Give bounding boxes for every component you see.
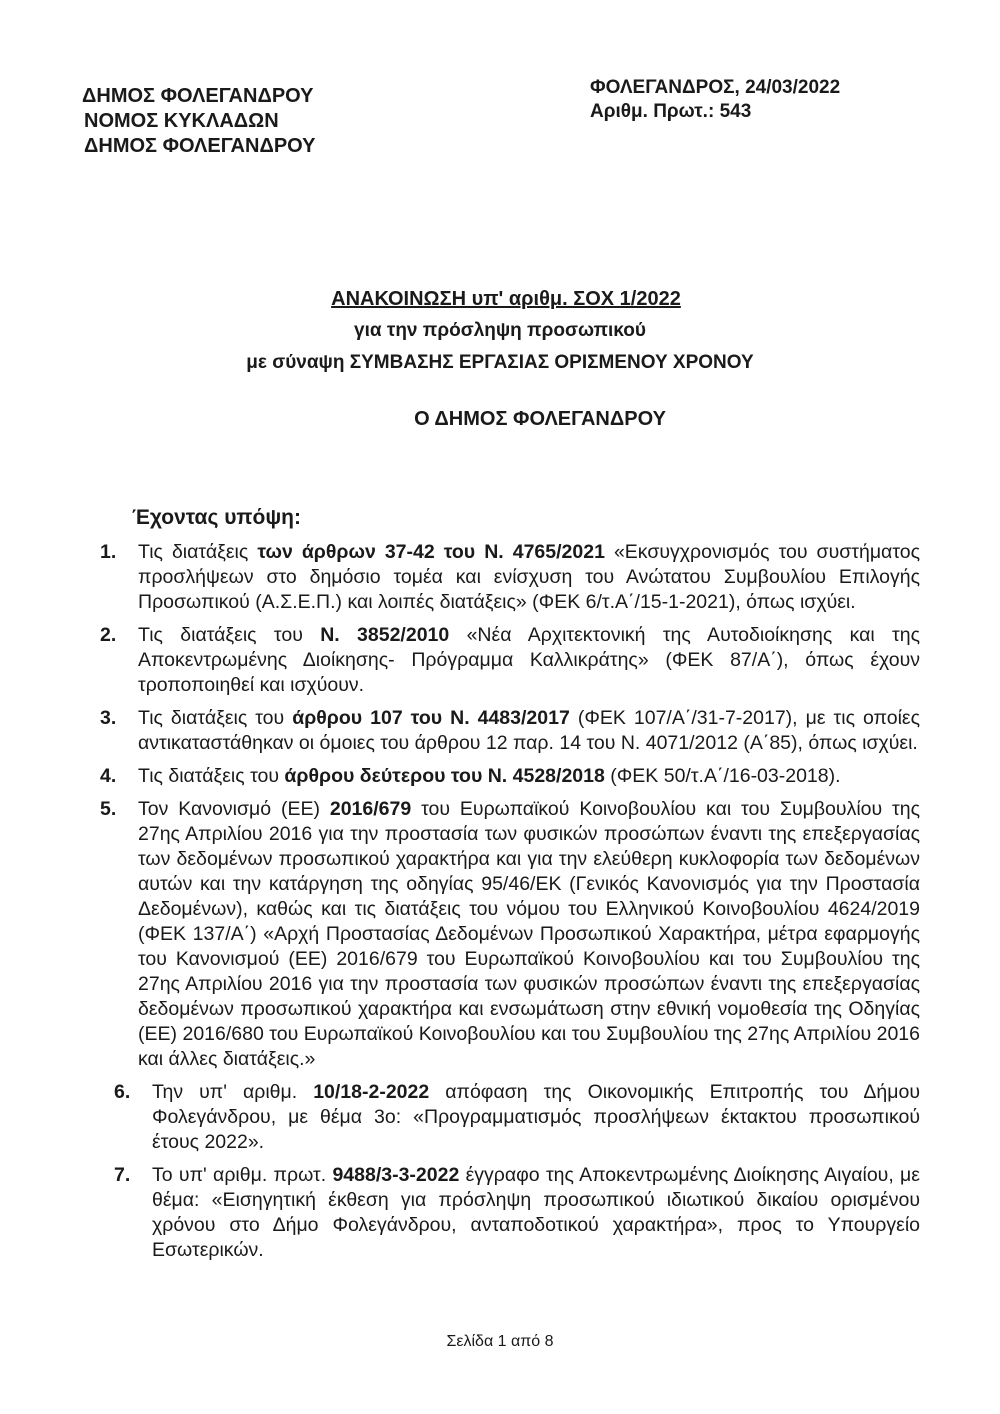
item-text: Τις διατάξεις του <box>138 707 293 729</box>
item-reference: 2016/679 <box>329 798 412 820</box>
list-item <box>100 706 920 756</box>
item-number: 4. <box>100 765 117 787</box>
item-reference: Ν. 3852/2010 <box>320 624 450 646</box>
item-text: (ΦΕΚ 50/τ.Α΄/16-03-2018). <box>604 765 841 787</box>
item-number: 1. <box>100 541 117 563</box>
item-reference: 9488/3-3-2022 <box>332 1164 460 1186</box>
date-protocol-block <box>590 76 840 124</box>
item-number: 6. <box>114 1081 131 1103</box>
item-text: έγγραφο της Αποκεντρωμένης Διοίκησης Αιγαίου, με θέμα: «Εισηγητική έκθεση για πρόσληψη προσωπικού ιδιωτικού δικαίου ορισμένου χρόνου στο Δήμο Φολεγάνδρου, ανταποδοτικού χαρακτήρα», προς το Υπουργείο Εσωτερικών. <box>152 1164 920 1261</box>
item-text: «Νέα Αρχιτεκτονική της Αυτοδιοίκησης και της Αποκεντρωμένης Διοίκησης- Πρόγραμμα Καλλικράτης» (ΦΕΚ 87/Α΄), όπως έχουν τροποποιηθεί και ισχύουν. <box>138 624 920 696</box>
item-text: Τις διατάξεις του <box>138 624 321 646</box>
item-number: 7. <box>114 1164 131 1186</box>
list-item <box>100 1080 920 1155</box>
item-reference: άρθρου 107 του Ν. 4483/2017 <box>292 707 570 729</box>
considerations-list <box>100 540 920 1271</box>
protocol-number: Αριθμ. Πρωτ.: 543 <box>590 101 752 122</box>
intro-heading: Έχοντας υπόψη: <box>132 506 301 529</box>
item-text: Το υπ' αριθμ. πρωτ. <box>152 1164 333 1186</box>
list-item <box>100 540 920 615</box>
item-text: «Εκσυγχρονισμός του συστήματος προσλήψεων στο δημόσιο τομέα και ενίσχυση του Ανώτατου Συμβουλίου Επιλογής Προσωπικού (Α.Σ.Ε.Π.) και λοιπές διατάξεις» (ΦΕΚ 6/τ.Α΄/15-1-2021), όπως ισχύει. <box>138 541 921 613</box>
list-item <box>100 764 920 789</box>
item-text: απόφαση της Οικονομικής Επιτροπής του Δήμου Φολεγάνδρου, με θέμα 3ο: «Προγραμματισμός προσλήψεων έκτακτου προσωπικού έτους 2022». <box>152 1081 920 1153</box>
item-reference: άρθρου δεύτερου του Ν. 4528/2018 <box>284 765 605 787</box>
item-text: (ΦΕΚ 107/Α΄/31-7-2017), με τις οποίες αντικαταστάθηκαν οι όμοιες του άρθρου 12 παρ. 14 του Ν. 4071/2012 (Α΄85), όπως ισχύει. <box>138 707 920 754</box>
item-number: 3. <box>100 707 117 729</box>
item-text: Τον Κανονισμό (ΕΕ) <box>138 798 330 820</box>
page-number: Σελίδα 1 από 8 <box>446 1333 554 1350</box>
announcement-subtitle: για την πρόσληψη προσωπικού <box>354 320 646 341</box>
announcement-subtitle: με σύναψη ΣΥΜΒΑΣΗΣ ΕΡΓΑΣΙΑΣ ΟΡΙΣΜΕΝΟΥ ΧΡΟΝΟΥ <box>246 352 754 373</box>
issuer-block <box>82 84 316 159</box>
item-text: Την υπ' αριθμ. <box>152 1081 314 1103</box>
issuer-line: ΝΟΜΟΣ ΚΥΚΛΑΔΩΝ <box>84 110 279 132</box>
item-text: του Ευρωπαϊκού Κοινοβουλίου και του Συμβουλίου της 27ης Απριλίου 2016 για την προστασία των φυσικών προσώπων έναντι της επεξεργασίας των δεδομένων προσωπικού χαρακτήρα και για την ελεύθερη κυκλοφορία των δεδομένων αυτών και την κατάργηση της οδηγίας 95/46/ΕΚ (Γενικός Κανονισμός για την Προστασία Δεδομένων), καθώς και τις διατάξεις του νόμου του Ελληνικού Κοινοβουλίου 4624/2019 (ΦΕΚ 137/Α΄) «Αρχή Προστασίας Δεδομένων Προσωπικού Χαρακτήρα, μέτρα εφαρμογής του Κανονισμού (ΕΕ) 2016/679 του Ευρωπαϊκού Κοινοβουλίου και του Συμβουλίου της 27ης Απριλίου 2016 για την προστασία των φυσικών προσώπων έναντι της επεξεργασίας δεδομένων προσωπικού χαρακτήρα και ενσωμάτωση στην εθνική νομοθεσία της Οδηγίας (ΕΕ) 2016/680 του Ευρωπαϊκού Κοινοβουλίου και του Συμβουλίου της 27ης Απριλίου 2016 και άλλες διατάξεις.» <box>138 798 920 1070</box>
issuer-line: ΔΗΜΟΣ ΦΟΛΕΓΑΝΔΡΟΥ <box>82 85 314 107</box>
place-date: ΦΟΛΕΓΑΝΔΡΟΣ, 24/03/2022 <box>590 77 841 98</box>
issuer-line: ΔΗΜΟΣ ΦΟΛΕΓΑΝΔΡΟΥ <box>84 135 316 157</box>
list-item <box>100 623 920 698</box>
item-text: Τις διατάξεις <box>138 541 258 563</box>
list-item <box>100 1163 920 1263</box>
authority-heading: Ο ΔΗΜΟΣ ΦΟΛΕΓΑΝΔΡΟΥ <box>414 408 666 430</box>
announcement-title: ΑΝΑΚΟΙΝΩΣΗ υπ' αριθμ. ΣΟΧ 1/2022 <box>331 288 681 310</box>
item-number: 2. <box>100 624 117 646</box>
item-text: Τις διατάξεις του <box>138 765 285 787</box>
item-reference: των άρθρων 37-42 του Ν. 4765/2021 <box>257 541 605 563</box>
item-reference: 10/18-2-2022 <box>313 1081 430 1103</box>
item-number: 5. <box>100 798 117 820</box>
list-item <box>100 797 920 1072</box>
